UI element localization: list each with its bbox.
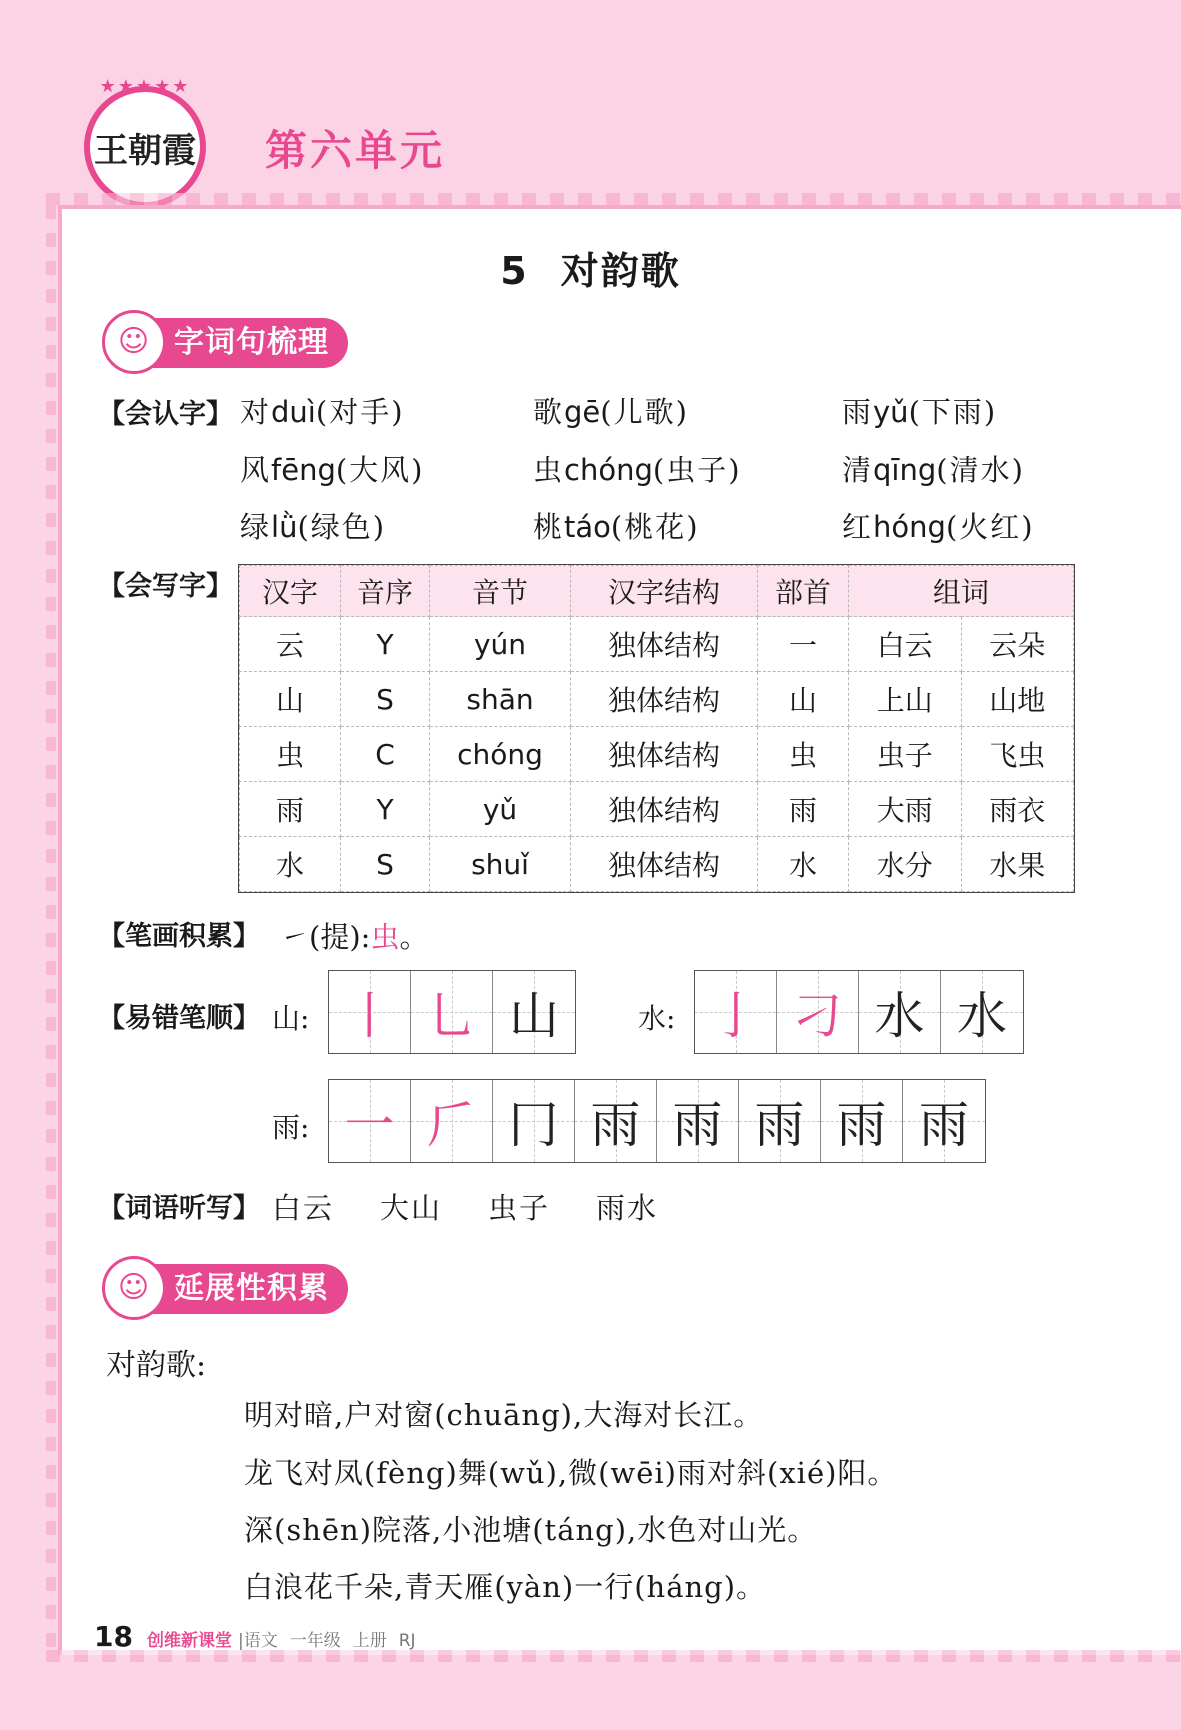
footer-volume: 上册 — [352, 1631, 387, 1651]
footer-brand: 创维新课堂 — [146, 1631, 232, 1651]
stroke-name: (提) — [309, 920, 361, 954]
table-cell: S — [341, 672, 430, 727]
footer-subject: |语文 — [237, 1631, 278, 1651]
recognize-word: (桃花) — [610, 510, 700, 544]
table-header-cell: 部首 — [758, 566, 849, 617]
recognize-word: (清水) — [936, 453, 1025, 487]
poem-line: 龙飞对凤(fèng)舞(wǔ),微(wēi)雨对斜(xié)阳。 — [244, 1456, 898, 1490]
recognize-char: 歌 — [533, 395, 565, 429]
stroke-cell — [777, 971, 859, 1053]
section-vocab-title: 字词句梳理 — [174, 325, 329, 360]
logo-stars: ★★★★★ — [99, 76, 191, 97]
table-cell: 独体结构 — [571, 672, 758, 727]
dictation-word: 虫子 — [488, 1191, 551, 1225]
unit-title: 第六单元 — [265, 126, 446, 175]
write-table — [239, 565, 1074, 892]
stroke-step: 一 — [344, 1096, 395, 1154]
extension-intro: 对韵歌: — [106, 1348, 207, 1383]
stroke-glyph: ㇀ — [280, 920, 310, 954]
section-extension — [106, 1264, 348, 1314]
table-cell: shān — [430, 672, 571, 727]
stroke-colon: : — [360, 920, 371, 954]
section-extension-title: 延展性积累 — [174, 1271, 329, 1306]
table-cell: 云朵 — [961, 617, 1074, 672]
yu-label: 雨: — [272, 1111, 310, 1144]
recognize-char: 绿 — [240, 510, 272, 544]
poem-line: 明对暗,户对窗(chuāng),大海对长江。 — [244, 1398, 764, 1432]
table-header-cell: 汉字结构 — [571, 566, 758, 617]
recognize-item — [842, 448, 1025, 489]
stroke-cell — [575, 1080, 657, 1162]
recognize-item — [533, 505, 700, 546]
stroke-step: 雨 — [754, 1096, 805, 1154]
table-cell: 云 — [240, 617, 341, 672]
table-cell: 上山 — [849, 672, 962, 727]
lesson-title — [0, 240, 1181, 295]
table-cell: 雨衣 — [961, 782, 1074, 837]
lesson-number: 5 — [500, 249, 529, 293]
stroke-step: 雨 — [672, 1096, 723, 1154]
recognize-char: 清 — [842, 453, 874, 487]
section-vocab — [106, 318, 348, 368]
stroke-step: 𠂆 — [426, 1096, 477, 1154]
table-row — [240, 837, 1074, 892]
stroke-cell — [695, 971, 777, 1053]
stroke-step: 冂 — [508, 1096, 559, 1154]
recognize-pinyin: fēng — [271, 453, 336, 487]
table-cell: shuǐ — [430, 837, 571, 892]
dictation-words — [272, 1186, 704, 1227]
mascot-icon: ☺ — [102, 1256, 166, 1320]
poem-line: 白浪花千朵,青天雁(yàn)一行(háng)。 — [244, 1570, 767, 1604]
stroke-note — [280, 915, 428, 956]
dictation-word: 白云 — [272, 1191, 335, 1225]
recognize-char: 对 — [240, 395, 272, 429]
table-cell: 虫 — [758, 727, 849, 782]
stroke-step: 亅 — [710, 987, 761, 1045]
stroke-step: 水 — [874, 987, 925, 1045]
recognize-pinyin: táo — [564, 510, 611, 544]
table-cell: C — [341, 727, 430, 782]
recognize-char: 雨 — [842, 395, 874, 429]
recognize-item — [533, 448, 742, 489]
poem-line: 深(shēn)院落,小池塘(táng),水色对山光。 — [244, 1513, 818, 1547]
table-cell: 大雨 — [849, 782, 962, 837]
lesson-name: 对韵歌 — [560, 249, 681, 293]
dictation-label: 【词语听写】 — [98, 1193, 260, 1224]
table-cell: 一 — [758, 617, 849, 672]
stroke-cell — [859, 971, 941, 1053]
table-cell: 白云 — [849, 617, 962, 672]
recognize-item — [842, 390, 997, 431]
stroke-cell — [821, 1080, 903, 1162]
stroke-cell — [493, 1080, 575, 1162]
recognize-pinyin: yǔ — [873, 395, 909, 429]
yu-stroke-grid — [328, 1079, 986, 1163]
table-cell: S — [341, 837, 430, 892]
recognize-label: 【会认字】 — [98, 399, 233, 430]
recognize-word: (虫子) — [652, 453, 742, 487]
table-cell: 独体结构 — [571, 727, 758, 782]
stroke-cell — [329, 1080, 411, 1162]
stroke-order-label: 【易错笔顺】 — [98, 1003, 260, 1034]
table-cell: 虫子 — [849, 727, 962, 782]
table-row — [240, 727, 1074, 782]
recognize-pinyin: lǜ — [271, 510, 298, 544]
page-number: 18 — [94, 1620, 133, 1653]
table-cell: 水 — [240, 837, 341, 892]
dictation-word: 雨水 — [596, 1191, 659, 1225]
table-cell: chóng — [430, 727, 571, 782]
recognize-item — [240, 505, 386, 546]
recognize-item — [842, 505, 1035, 546]
stroke-end: 。 — [399, 920, 429, 954]
recognize-word: (火红) — [945, 510, 1035, 544]
table-cell: 山 — [240, 672, 341, 727]
recognize-pinyin: duì — [271, 395, 316, 429]
stroke-step: 丨 — [344, 987, 395, 1045]
recognize-char: 风 — [240, 453, 272, 487]
table-cell: Y — [341, 782, 430, 837]
shan-label: 山: — [272, 1002, 310, 1035]
table-cell: 虫 — [240, 727, 341, 782]
table-row — [240, 617, 1074, 672]
recognize-word: (对手) — [315, 395, 405, 429]
table-cell: Y — [341, 617, 430, 672]
recognize-item — [240, 390, 405, 431]
stroke-cell — [329, 971, 411, 1053]
table-cell: 独体结构 — [571, 782, 758, 837]
table-row — [240, 672, 1074, 727]
shui-label: 水: — [638, 1002, 676, 1035]
table-cell: 山 — [758, 672, 849, 727]
footer-grade: 一年级 — [289, 1631, 341, 1651]
stroke-cell — [411, 1080, 493, 1162]
stroke-example: 虫 — [370, 920, 400, 954]
recognize-item — [533, 390, 689, 431]
table-cell: yún — [430, 617, 571, 672]
recognize-word: (儿歌) — [600, 395, 689, 429]
recognize-char: 虫 — [533, 453, 565, 487]
wave-border-left — [46, 205, 56, 1655]
recognize-char: 桃 — [533, 510, 565, 544]
dictation-word: 大山 — [380, 1191, 443, 1225]
recognize-char: 红 — [842, 510, 874, 544]
table-header-cell: 音节 — [430, 566, 571, 617]
table-cell: 雨 — [758, 782, 849, 837]
write-table-header — [240, 566, 1074, 617]
shui-stroke-grid — [694, 970, 1024, 1054]
footer-meta — [238, 1626, 428, 1651]
table-cell: 山地 — [961, 672, 1074, 727]
table-cell: 雨 — [240, 782, 341, 837]
stroke-step: 雨 — [919, 1096, 969, 1154]
table-cell: 水分 — [849, 837, 962, 892]
footer-edition: RJ — [398, 1631, 416, 1651]
stroke-cell — [657, 1080, 739, 1162]
stroke-cell — [739, 1080, 821, 1162]
recognize-pinyin: hóng — [873, 510, 946, 544]
table-header-cell: 音序 — [341, 566, 430, 617]
table-cell: 水 — [758, 837, 849, 892]
recognize-word: (下雨) — [908, 395, 998, 429]
shan-stroke-grid — [328, 970, 576, 1054]
table-cell: 水果 — [961, 837, 1074, 892]
stroke-step: 水 — [957, 987, 1007, 1045]
table-header-cell: 汉字 — [240, 566, 341, 617]
logo-text: 王朝霞 — [94, 130, 196, 171]
stroke-step: 乚 — [426, 987, 477, 1045]
recognize-pinyin: gē — [564, 395, 601, 429]
footer — [94, 1620, 428, 1653]
stroke-cell — [493, 971, 575, 1053]
table-cell: 独体结构 — [571, 617, 758, 672]
table-cell: yǔ — [430, 782, 571, 837]
recognize-pinyin: qīng — [873, 453, 937, 487]
mascot-icon: ☺ — [102, 310, 166, 374]
recognize-word: (绿色) — [297, 510, 387, 544]
stroke-step: 雨 — [590, 1096, 641, 1154]
recognize-word: (大风) — [335, 453, 425, 487]
stroke-cell — [411, 971, 493, 1053]
stroke-step: 山 — [509, 987, 559, 1045]
table-cell: 飞虫 — [961, 727, 1074, 782]
stroke-step: 刁 — [792, 987, 843, 1045]
brand-logo — [84, 76, 206, 208]
strokes-label: 【笔画积累】 — [98, 921, 260, 952]
recognize-pinyin: chóng — [564, 453, 653, 487]
stroke-cell — [941, 971, 1023, 1053]
table-cell: 独体结构 — [571, 837, 758, 892]
write-label: 【会写字】 — [98, 571, 233, 602]
table-row — [240, 782, 1074, 837]
recognize-item — [240, 448, 425, 489]
table-header-cell: 组词 — [849, 566, 1074, 617]
stroke-cell — [903, 1080, 985, 1162]
stroke-step: 雨 — [836, 1096, 887, 1154]
write-table-body — [240, 617, 1074, 892]
